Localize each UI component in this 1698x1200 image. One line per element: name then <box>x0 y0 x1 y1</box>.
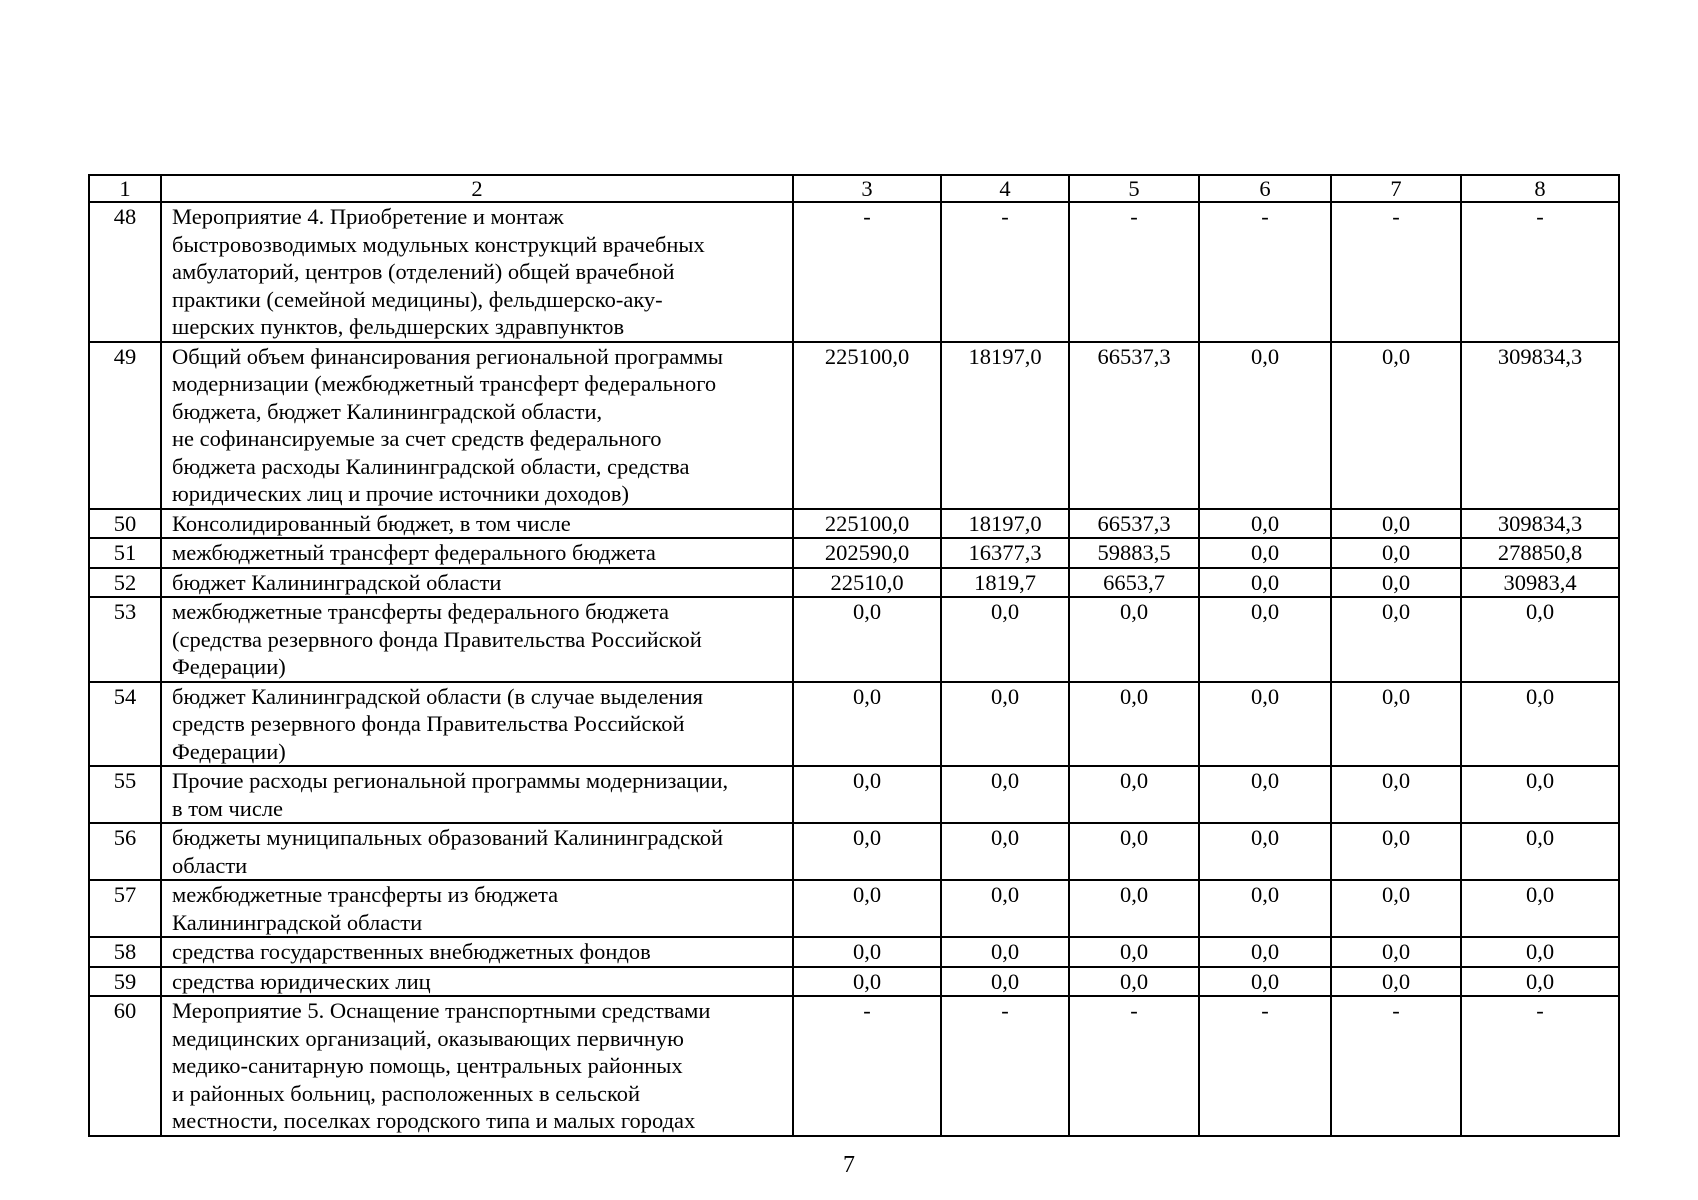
value-cell: 18197,0 <box>941 342 1069 509</box>
value-cell: 0,0 <box>1069 766 1199 823</box>
row-description <box>161 996 793 1136</box>
column-header: 8 <box>1461 175 1619 202</box>
description-line: бюджет Калининградской области (в случае выделения <box>172 683 703 709</box>
value-cell: - <box>1069 202 1199 342</box>
value-cell: 0,0 <box>793 766 941 823</box>
description-line: средства государственных внебюджетных фондов <box>172 939 651 964</box>
value-cell: 0,0 <box>941 967 1069 997</box>
row-number: 53 <box>89 597 161 682</box>
value-cell: 0,0 <box>1199 937 1331 967</box>
row-description <box>161 937 793 967</box>
description-line: бюджета расходы Калининградской области, средства <box>172 453 690 479</box>
value-cell: 0,0 <box>1461 937 1619 967</box>
value-cell: 0,0 <box>793 682 941 767</box>
table-row <box>89 342 1619 509</box>
description-line: модернизации (межбюджетный трансферт федерального <box>172 371 717 396</box>
value-cell: 22510,0 <box>793 568 941 598</box>
value-cell: 0,0 <box>1199 880 1331 937</box>
table-body <box>89 202 1619 1136</box>
value-cell: 0,0 <box>1331 682 1461 767</box>
column-header: 2 <box>161 175 793 202</box>
description-line: шерских пунктов, фельдшерских здравпунктов <box>172 314 625 339</box>
description-line: практики (семейной медицины), фельдшерско-аку- <box>172 286 663 312</box>
row-description <box>161 766 793 823</box>
description-line: не софинансируемые за счет средств федерального <box>172 426 662 451</box>
value-cell: 0,0 <box>1199 682 1331 767</box>
header-row <box>89 175 1619 202</box>
column-header: 4 <box>941 175 1069 202</box>
value-cell: 0,0 <box>1461 766 1619 823</box>
value-cell: - <box>1461 202 1619 342</box>
description-line: межбюджетный трансферт федерального бюджета <box>172 540 656 565</box>
description-line: быстровозводимых модульных конструкций врачебных <box>172 231 705 257</box>
column-header: 7 <box>1331 175 1461 202</box>
description-line: местности, поселках городского типа и малых городах <box>172 1108 696 1133</box>
value-cell: - <box>1461 996 1619 1136</box>
row-description <box>161 823 793 880</box>
value-cell: 0,0 <box>1069 937 1199 967</box>
value-cell: 0,0 <box>1199 509 1331 539</box>
row-description <box>161 538 793 568</box>
value-cell: 0,0 <box>1199 538 1331 568</box>
value-cell: 0,0 <box>1069 823 1199 880</box>
value-cell: 202590,0 <box>793 538 941 568</box>
value-cell: 0,0 <box>1331 509 1461 539</box>
description-line: межбюджетные трансферты из бюджета <box>172 882 559 907</box>
table-row <box>89 538 1619 568</box>
value-cell: 0,0 <box>1199 766 1331 823</box>
value-cell: 59883,5 <box>1069 538 1199 568</box>
description-line: Федерации) <box>172 654 286 679</box>
description-line: средства юридических лиц <box>172 968 431 994</box>
table-row <box>89 823 1619 880</box>
value-cell: 0,0 <box>1331 937 1461 967</box>
value-cell: 0,0 <box>1331 967 1461 997</box>
value-cell: 18197,0 <box>941 509 1069 539</box>
value-cell: 0,0 <box>1461 823 1619 880</box>
table-row <box>89 568 1619 598</box>
value-cell: 0,0 <box>1199 342 1331 509</box>
row-description <box>161 880 793 937</box>
value-cell: 16377,3 <box>941 538 1069 568</box>
description-line: в том числе <box>172 795 284 821</box>
row-number: 59 <box>89 967 161 997</box>
table-row <box>89 202 1619 342</box>
description-line: Прочие расходы региональной программы модернизации, <box>172 768 729 793</box>
value-cell: - <box>1069 996 1199 1136</box>
column-header: 1 <box>89 175 161 202</box>
description-line: бюджеты муниципальных образований Калининградской <box>172 825 724 850</box>
table-row <box>89 597 1619 682</box>
description-line: бюджета, бюджет Калининградской области, <box>172 398 603 424</box>
value-cell: 0,0 <box>1199 967 1331 997</box>
value-cell: 1819,7 <box>941 568 1069 598</box>
row-number: 57 <box>89 880 161 937</box>
value-cell: 0,0 <box>941 937 1069 967</box>
value-cell: 0,0 <box>793 597 941 682</box>
value-cell: 0,0 <box>793 967 941 997</box>
value-cell: 0,0 <box>1331 823 1461 880</box>
value-cell: 225100,0 <box>793 342 941 509</box>
description-line: медицинских организаций, оказывающих первичную <box>172 1025 684 1051</box>
row-description <box>161 568 793 598</box>
value-cell: 0,0 <box>1461 880 1619 937</box>
row-description <box>161 682 793 767</box>
value-cell: 0,0 <box>1199 568 1331 598</box>
value-cell: 0,0 <box>941 823 1069 880</box>
value-cell: 0,0 <box>941 880 1069 937</box>
value-cell: - <box>941 996 1069 1136</box>
value-cell: - <box>1199 996 1331 1136</box>
value-cell: 0,0 <box>1199 597 1331 682</box>
value-cell: - <box>1331 996 1461 1136</box>
description-line: Мероприятие 4. Приобретение и монтаж <box>172 204 564 229</box>
description-line: Общий объем финансирования региональной программы <box>172 343 723 369</box>
table-row <box>89 766 1619 823</box>
row-number: 49 <box>89 342 161 509</box>
row-number: 55 <box>89 766 161 823</box>
value-cell: 0,0 <box>941 766 1069 823</box>
value-cell: 0,0 <box>1331 568 1461 598</box>
value-cell: 6653,7 <box>1069 568 1199 598</box>
value-cell: 225100,0 <box>793 509 941 539</box>
column-header: 5 <box>1069 175 1199 202</box>
row-number: 51 <box>89 538 161 568</box>
value-cell: 0,0 <box>1069 597 1199 682</box>
value-cell: 0,0 <box>1331 342 1461 509</box>
description-line: юридических лиц и прочие источники доходов) <box>172 481 629 506</box>
description-line: медико-санитарную помощь, центральных районных <box>172 1053 683 1078</box>
row-number: 50 <box>89 509 161 539</box>
table-header <box>89 175 1619 202</box>
description-line: бюджет Калининградской области <box>172 569 502 595</box>
row-description <box>161 202 793 342</box>
description-line: области <box>172 852 248 878</box>
row-number: 52 <box>89 568 161 598</box>
value-cell: 0,0 <box>1461 597 1619 682</box>
row-description <box>161 342 793 509</box>
table-row <box>89 937 1619 967</box>
financing-table <box>88 174 1620 1137</box>
description-line: Калининградской области <box>172 909 423 935</box>
description-line: межбюджетные трансферты федерального бюджета <box>172 599 669 624</box>
value-cell: 30983,4 <box>1461 568 1619 598</box>
row-number: 54 <box>89 682 161 767</box>
value-cell: 309834,3 <box>1461 509 1619 539</box>
table-row <box>89 682 1619 767</box>
value-cell: 0,0 <box>1199 823 1331 880</box>
value-cell: 0,0 <box>941 682 1069 767</box>
description-line: средств резервного фонда Правительства Российской <box>172 711 685 736</box>
row-description <box>161 967 793 997</box>
value-cell: 0,0 <box>793 880 941 937</box>
row-number: 48 <box>89 202 161 342</box>
value-cell: - <box>793 996 941 1136</box>
value-cell: - <box>793 202 941 342</box>
value-cell: 0,0 <box>1331 880 1461 937</box>
row-number: 60 <box>89 996 161 1136</box>
value-cell: 0,0 <box>1331 597 1461 682</box>
value-cell: 0,0 <box>1331 766 1461 823</box>
value-cell: - <box>941 202 1069 342</box>
value-cell: 0,0 <box>1069 967 1199 997</box>
description-line: Федерации) <box>172 738 286 764</box>
value-cell: 0,0 <box>1461 682 1619 767</box>
value-cell: 309834,3 <box>1461 342 1619 509</box>
value-cell: 0,0 <box>793 823 941 880</box>
description-line: Консолидированный бюджет, в том числе <box>172 510 571 536</box>
description-line: Мероприятие 5. Оснащение транспортными средствами <box>172 998 711 1023</box>
value-cell: 0,0 <box>1069 880 1199 937</box>
description-line: и районных больниц, расположенных в сельской <box>172 1080 641 1106</box>
value-cell: - <box>1199 202 1331 342</box>
row-number: 56 <box>89 823 161 880</box>
value-cell: 0,0 <box>1069 682 1199 767</box>
value-cell: 66537,3 <box>1069 342 1199 509</box>
table-row <box>89 509 1619 539</box>
value-cell: - <box>1331 202 1461 342</box>
row-description <box>161 509 793 539</box>
row-description <box>161 597 793 682</box>
page-number: 7 <box>843 1152 855 1178</box>
table-row <box>89 996 1619 1136</box>
description-line: амбулаторий, центров (отделений) общей врачебной <box>172 259 675 284</box>
row-number: 58 <box>89 937 161 967</box>
value-cell: 278850,8 <box>1461 538 1619 568</box>
value-cell: 66537,3 <box>1069 509 1199 539</box>
table-row <box>89 967 1619 997</box>
value-cell: 0,0 <box>793 937 941 967</box>
value-cell: 0,0 <box>941 597 1069 682</box>
description-line: (средства резервного фонда Правительства Российской <box>172 626 702 652</box>
column-header: 6 <box>1199 175 1331 202</box>
value-cell: 0,0 <box>1461 967 1619 997</box>
table-row <box>89 880 1619 937</box>
column-header: 3 <box>793 175 941 202</box>
value-cell: 0,0 <box>1331 538 1461 568</box>
